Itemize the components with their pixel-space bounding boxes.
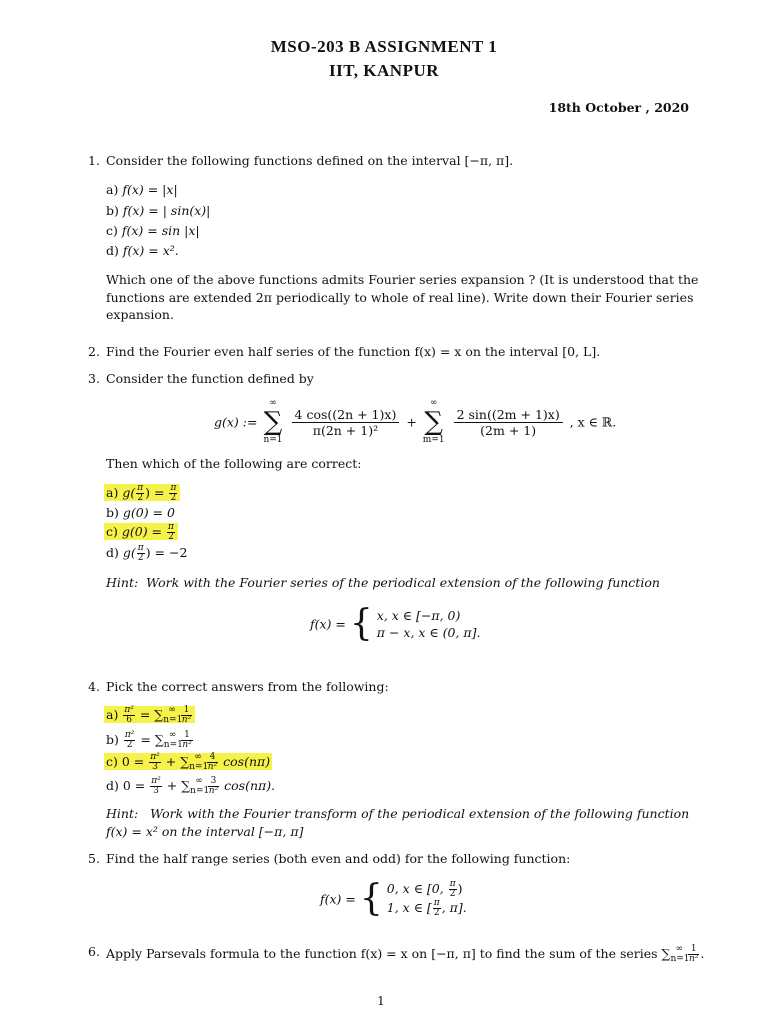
- q5-text: Find the half range series (both even and odd) for the following function:: [106, 851, 571, 866]
- q1-option-c: c) f(x) = sin |x|: [106, 223, 200, 238]
- page-number: 1: [377, 994, 385, 1008]
- q3-g-definition: [214, 398, 616, 446]
- q3-lhs: g(x) :=: [214, 414, 258, 430]
- q3-fraction-2: $\frac{2 \sin((2m + 1)x)}{(2m + 1)}$: [454, 407, 563, 438]
- q1-option-b: b) f(x) = | sin(x)|: [106, 203, 211, 218]
- q3-piecewise-f: f(x) = { x, x ∈ [−π, 0) π − x, x ∈ (0, π].: [310, 603, 481, 644]
- q3-hint: Hint: Work with the Fourier series of the periodical extension of the following function: [106, 575, 660, 590]
- q3-sum-2: ∞ ∑ m=1: [422, 398, 445, 445]
- q1-option-d: d) f(x) = x².: [106, 243, 179, 258]
- q1-text-line-3: expansion.: [106, 307, 174, 322]
- q4-hint-line-1: Hint: Work with the Fourier transform of the periodical extension of the following function: [106, 806, 690, 821]
- q3-intro: Consider the function defined by: [106, 371, 314, 386]
- q5-piecewise-f: f(x) = { 0, x ∈ [0, $\frac{\pi}{2}$ ) 1, x ∈ [ $\frac{\pi}{2}$ , π].: [320, 878, 467, 919]
- q3-option-c: c) g(0) = $\frac{\pi}{2}$: [104, 523, 178, 542]
- q3-option-d: d) g( $\frac{\pi}{2}$ ) = −2: [106, 543, 188, 563]
- q4-option-a: a) $\frac{\text{π²}}{6}$ = $\sum_{n=1}^\infty$ $\frac{1}{\text{n²}}$: [104, 705, 195, 725]
- q3-domain: , x ∈ ℝ.: [569, 414, 617, 430]
- q1-text-line-2: functions are extended 2π periodically to whole of real line). Write down their Fourier series: [106, 290, 694, 305]
- q4-option-c: c) 0 = $\frac{\text{π²}}{3}$ + $\sum_{n=1}^\infty$ $\frac{4}{\text{n²}}$ cos(nπ): [106, 752, 271, 772]
- q3-sum-1: ∞ ∑ n=1: [263, 398, 283, 445]
- q1-text-line-1: Which one of the above functions admits Fourier series expansion ? (It is understood that the: [106, 272, 699, 287]
- q4-option-d: d) 0 = $\frac{\text{π²}}{3}$ + $\sum_{n=1}^\infty$ $\frac{3}{\text{n²}}$ cos(nπ).: [106, 776, 276, 796]
- q2-text: Find the Fourier even half series of the function f(x) = x on the interval [0, L].: [106, 344, 601, 359]
- q1-intro: Consider the following functions defined on the interval [−π, π].: [106, 153, 514, 168]
- q4-option-b: b) $\frac{\text{π²}}{2}$ = $\sum_{n=1}^\infty$ $\frac{1}{\text{n²}}$: [106, 730, 192, 750]
- q1-number: 1.: [88, 153, 100, 168]
- q4-intro: Pick the correct answers from the following:: [106, 679, 389, 694]
- title-line-1: MSO-203 B ASSIGNMENT 1: [270, 37, 498, 56]
- q6-number: 6.: [88, 944, 100, 959]
- q2-number: 2.: [88, 344, 100, 359]
- q4-hint-line-2: f(x) = x² on the interval [−π, π]: [106, 824, 304, 839]
- q6-text: Apply Parsevals formula to the function f(x) = x on [−π, π] to find the sum of the series $\sum_{n=1}^\infty$ $\frac{1}{\text{n²}}$ .: [106, 944, 705, 964]
- q3-then: Then which of the following are correct:: [106, 456, 362, 471]
- q1-option-a: a) f(x) = |x|: [106, 182, 178, 197]
- q5-number: 5.: [88, 851, 100, 866]
- title-line-2: IIT, KANPUR: [328, 61, 440, 80]
- q3-option-a: a) g( $\frac{\pi}{2}$ ) = $\frac{\pi}{2}$: [104, 484, 180, 503]
- left-brace-icon: {: [359, 878, 383, 919]
- q3-number: 3.: [88, 371, 100, 386]
- q4-number: 4.: [88, 679, 100, 694]
- left-brace-icon: {: [349, 603, 373, 644]
- q3-fraction-1: $\frac{4 \cos((2n + 1)x)}{\text{π(2n + 1)²}}$: [292, 407, 400, 438]
- assignment-date: 18th October , 2020: [548, 100, 689, 115]
- q3-plus: +: [406, 414, 417, 430]
- q3-option-b: b) g(0) = 0: [106, 505, 175, 520]
